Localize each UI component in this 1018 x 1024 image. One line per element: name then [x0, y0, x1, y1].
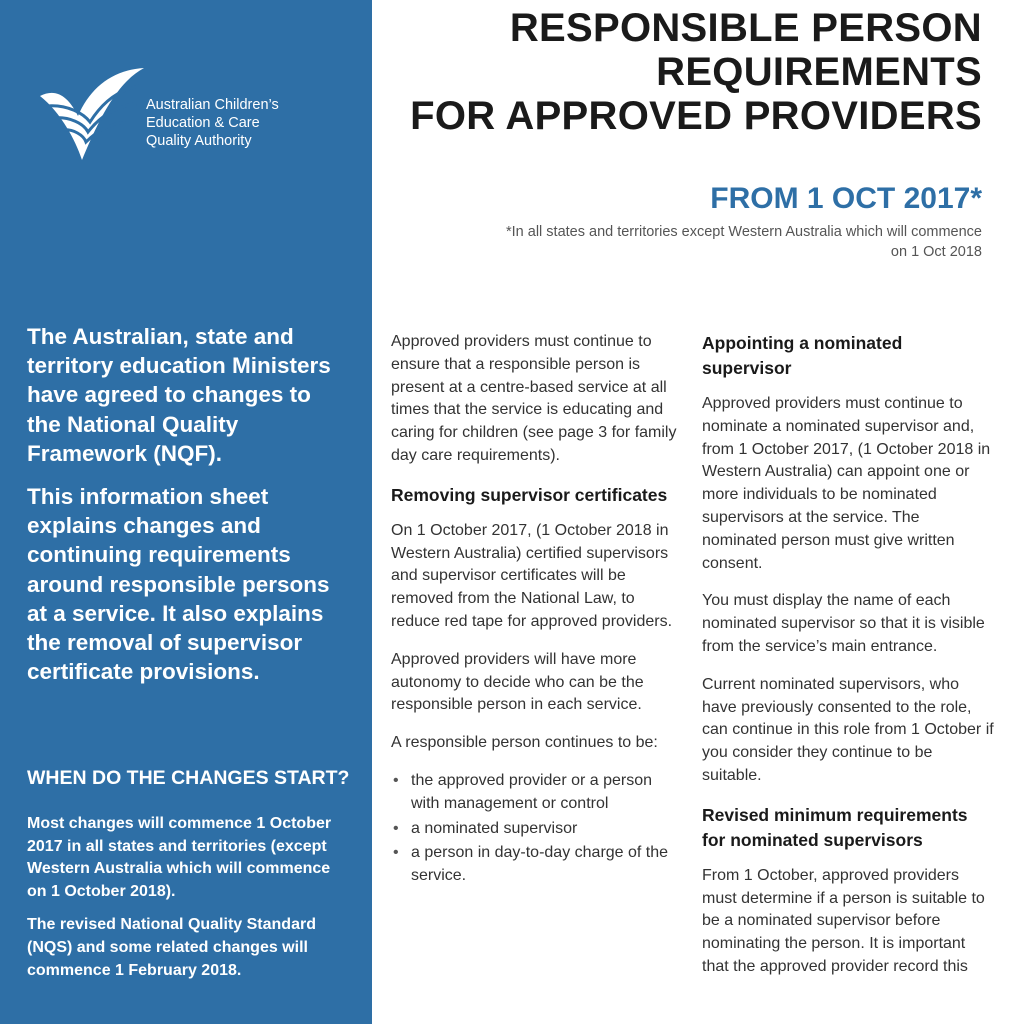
- acecqa-logo: [38, 66, 298, 166]
- when-body: [27, 813, 347, 993]
- sidebar: [0, 0, 372, 1024]
- list-item: • the approved provider or a person with management or control: [391, 770, 683, 816]
- column-right: [702, 331, 994, 994]
- title-line: RESPONSIBLE PERSON: [509, 6, 982, 50]
- list-item: • a person in day-to-day charge of the service.: [391, 842, 683, 888]
- title-line: REQUIREMENTS: [656, 50, 982, 94]
- paragraph: Approved providers will have more autonomy to decide who can be the responsible person in each service.: [391, 650, 644, 714]
- logo-line: Australian Children’s: [146, 97, 279, 113]
- paragraph: You must display the name of each nominated supervisor so that it is visible from the service’s main entrance.: [702, 592, 985, 655]
- when-heading: WHEN DO THE CHANGES START?: [27, 767, 350, 789]
- paragraph: From 1 October, approved providers must determine if a person is suitable to be a nominated supervisor before nominating the person. It is important that the approved provider record this: [702, 866, 985, 975]
- intro-paragraph: This information sheet explains changes and continuing requirements around responsible persons at a service. It also explains the removal of supervisor certificate provisions.: [27, 484, 330, 685]
- logo-line: Quality Authority: [146, 133, 252, 149]
- logo-text: [146, 96, 306, 150]
- section-heading: Revised minimum requirements for nominated supervisors: [702, 804, 968, 850]
- page-title: [382, 6, 982, 138]
- paragraph: On 1 October 2017, (1 October 2018 in Western Australia) certified supervisors and supervisor certificates will be removed from the National Law, to reduce red tape for approved providers.: [391, 521, 673, 630]
- acecqa-logo-icon: [38, 66, 146, 164]
- logo-line: Education & Care: [146, 115, 260, 131]
- list-item: • a nominated supervisor: [391, 818, 683, 841]
- section-heading: Removing supervisor certificates: [391, 484, 668, 505]
- date-footnote: *In all states and territories except Western Australia which will commence on 1 Oct 2018: [505, 224, 982, 260]
- effective-date: FROM 1 OCT 2017*: [710, 182, 982, 215]
- responsible-person-list: [391, 770, 683, 888]
- paragraph: Current nominated supervisors, who have previously consented to the role, can continue in this role from 1 October if you consider they continue to be suitable.: [702, 675, 994, 784]
- intro-text: [27, 322, 347, 700]
- when-paragraph: Most changes will commence 1 October 2017 in all states and territories (except Western Australia which will commence on 1 October 2018).: [27, 815, 332, 900]
- intro-paragraph: The Australian, state and territory education Ministers have agreed to changes to the National Quality Framework (NQF).: [27, 324, 331, 466]
- column-left: [391, 331, 683, 890]
- paragraph: A responsible person continues to be:: [391, 734, 658, 752]
- paragraph: Approved providers must continue to ensure that a responsible person is present at a centre-based service at all times that the service is educating and caring for children (see page 3 for family day care requirements).: [391, 333, 677, 464]
- when-paragraph: The revised National Quality Standard (NQS) and some related changes will commence 1 February 2018.: [27, 916, 316, 979]
- paragraph: Approved providers must continue to nominate a nominated supervisor and, from 1 October 2017, (1 October 2018 in Western Australia) can appoint one or more individuals to be nominated supervisors at the service. The nominated person must give written consent.: [702, 395, 991, 572]
- section-heading: Appointing a nominated supervisor: [702, 333, 903, 378]
- title-line: FOR APPROVED PROVIDERS: [410, 94, 982, 138]
